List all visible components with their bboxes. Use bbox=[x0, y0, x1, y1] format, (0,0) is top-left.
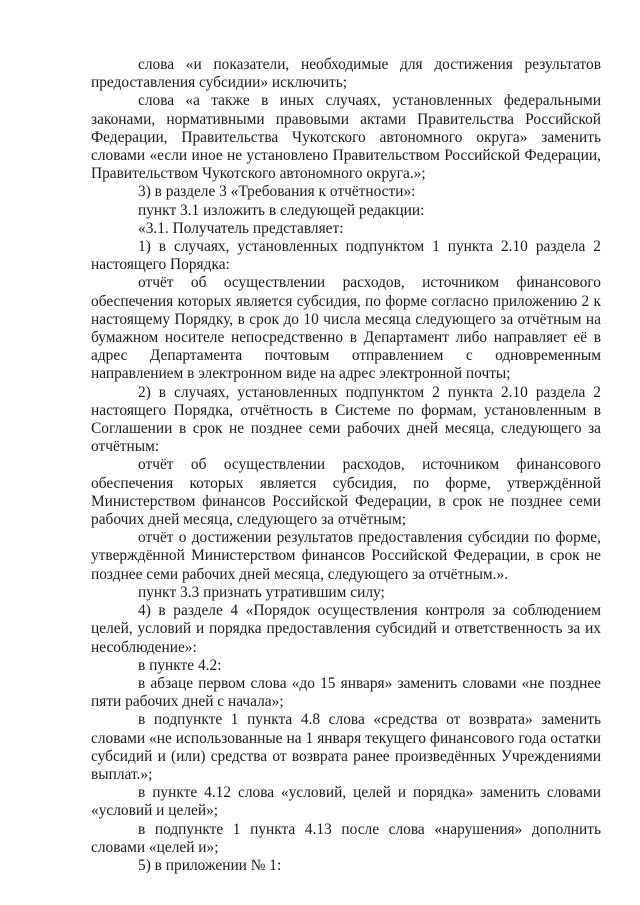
paragraph: в пункте 4.2: bbox=[138, 656, 222, 674]
paragraph: пункт 3.1 изложить в следующей редакции: bbox=[138, 201, 425, 219]
paragraph: «3.1. Получатель представляет: bbox=[138, 219, 344, 237]
paragraph: слова «а также в иных случаях, установленных федеральными законами, нормативными правовыми актами Правительства Российской Федерации, Правительства Чукотского автономного округа» заменить словами «если иное не установлено Правительством Российской Федерации, Правительством Чукотского автономного округа.»; bbox=[91, 92, 601, 183]
paragraph: 1) в случаях, установленных подпунктом 1 пункта 2.10 раздела 2 настоящего Порядка: bbox=[91, 238, 601, 274]
paragraph: отчёт об осуществлении расходов, источником финансового обеспечения которых является субсидия, по форме согласно приложению 2 к настоящему Порядку, в срок до 10 числа месяца следующего за отчётным на бумажном носителе непосредственно в Департамент либо направляет её в адрес Департамента почтовым отправлением с одновременным направлением в электронном виде на адрес электронной почты; bbox=[91, 274, 601, 383]
paragraph: отчёт об осуществлении расходов, источником финансового обеспечения которых является субсидия, по форме, утверждённой Министерством финансов Российской Федерации, в срок не позднее семи рабочих дней месяца, следующего за отчётным; bbox=[91, 456, 601, 529]
document-body bbox=[91, 56, 601, 875]
paragraph: 3) в разделе 3 «Требования к отчётности»: bbox=[138, 183, 416, 201]
paragraph: в пункте 4.12 слова «условий, целей и порядка» заменить словами «условий и целей»; bbox=[91, 784, 601, 820]
paragraph: в подпункте 1 пункта 4.8 слова «средства от возврата» заменить словами «не использованные на 1 января текущего финансового года остатки субсидий и (или) средства от возврата ранее произведённых Учреждениями выплат.»; bbox=[91, 711, 601, 783]
paragraph: в абзаце первом слова «до 15 января» заменить словами «не позднее пяти рабочих дней с начала»; bbox=[91, 674, 601, 711]
paragraph: отчёт о достижении результатов предоставления субсидии по форме, утверждённой Министерством финансов Российской Федерации, в срок не позднее семи рабочих дней месяца, следующего за отчётным.». bbox=[91, 529, 601, 583]
paragraph: 2) в случаях, установленных подпунктом 2 пункта 2.10 раздела 2 настоящего Порядка, отчётность в Системе по формам, установленным в Соглашении в срок не позднее семи рабочих дней месяца, следующего за отчётным: bbox=[91, 383, 601, 456]
paragraph: слова «и показатели, необходимые для достижения результатов предоставления субсидии» исключить; bbox=[91, 56, 601, 92]
paragraph: пункт 3.3 признать утратившим силу; bbox=[138, 583, 385, 601]
paragraph: 4) в разделе 4 «Порядок осуществления контроля за соблюдением целей, условий и порядка предоставления субсидий и ответственность за их несоблюдение»: bbox=[91, 602, 601, 656]
paragraph: 5) в приложении № 1: bbox=[138, 856, 282, 874]
paragraph: в подпункте 1 пункта 4.13 после слова «нарушения» дополнить словами «целей и»; bbox=[91, 820, 601, 856]
